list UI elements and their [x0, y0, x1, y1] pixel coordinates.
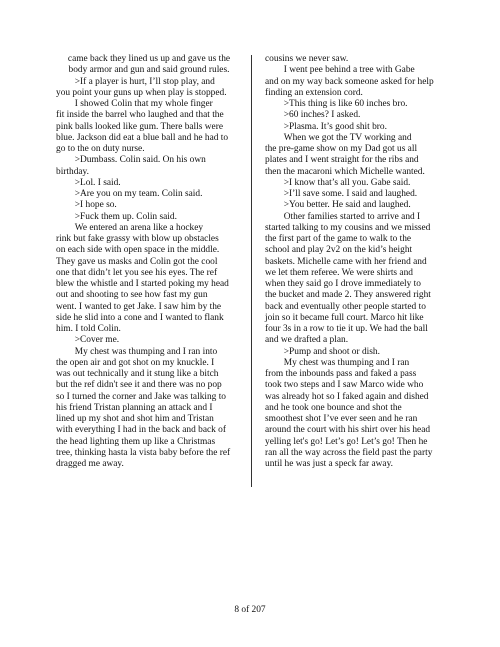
- text-line: ran all the way across the field past the party: [265, 447, 433, 458]
- right-text-column: [265, 54, 447, 470]
- text-line: his friend Tristan planning an attack and I: [56, 402, 213, 413]
- text-line: was already hot so I faked again and dished: [265, 391, 429, 402]
- column-divider: [251, 55, 252, 487]
- text-line: >Dumbass. Colin said. On his own: [56, 155, 206, 166]
- text-line: >This thing is like 60 inches bro.: [265, 99, 408, 109]
- text-line: join so it became full court. Marco hit like: [265, 312, 424, 323]
- text-line: We entered an arena like a hockey: [56, 222, 204, 233]
- text-line: side he slid into a cone and I wanted to flank: [56, 312, 224, 323]
- text-line: pink balls looked like gum. There balls were: [56, 121, 223, 132]
- text-line: the pre-game show on my Dad got us all: [265, 144, 418, 154]
- text-line: out and shooting to see how fast my gun: [56, 290, 208, 301]
- text-line: school and play 2v2 on the kid’s height: [265, 245, 413, 256]
- text-line: >You better. He said and laughed.: [265, 200, 411, 211]
- text-line: back and eventually other people started to: [265, 301, 426, 312]
- text-line: went. I wanted to get Jake. I saw him by the: [56, 301, 222, 312]
- text-line: on each side with open space in the middle.: [56, 245, 220, 256]
- text-line: the head lighting them up like a Christmas: [56, 436, 216, 447]
- text-line: >I hope so.: [56, 200, 117, 211]
- text-line: from the inbounds pass and faked a pass: [265, 369, 417, 379]
- text-line: >I know that’s all you. Gabe said.: [265, 177, 411, 188]
- text-line: the open air and got shot on my knuckle. I: [56, 357, 215, 368]
- text-line: finding an extension cord.: [265, 87, 363, 98]
- text-line: him. I told Colin.: [56, 324, 121, 334]
- text-line: body armor and gun and said ground rules.: [68, 65, 230, 76]
- text-line: until he was just a speck far away.: [265, 459, 393, 469]
- text-line: then the macaroni which Michelle wanted.: [265, 166, 425, 177]
- text-line: you point your guns up when play is stopped.: [56, 87, 227, 98]
- text-line: My chest was thumping and I ran into: [56, 346, 218, 357]
- text-line: >Cover me.: [56, 335, 120, 346]
- text-line: and we drafted a plan.: [265, 335, 349, 346]
- text-line: >If a player is hurt, I’ll stop play, and: [56, 76, 215, 87]
- left-text-column: [56, 54, 242, 470]
- text-line: around the court with his shirt over his head: [265, 425, 431, 436]
- text-line: >Pump and shoot or dish.: [265, 346, 380, 357]
- text-line: I went pee behind a tree with Gabe: [265, 65, 415, 76]
- text-line: one that didn’t let you see his eyes. The ref: [56, 267, 218, 278]
- text-line: lined up my shot and shot him and Tristan: [56, 414, 214, 424]
- page-number: 8 of 207: [234, 605, 266, 615]
- text-line: blew the whistle and I started poking my head: [56, 279, 229, 289]
- text-line: cousins we never saw.: [265, 54, 349, 64]
- text-line: took two steps and I saw Marco wide who: [265, 380, 424, 391]
- text-line: so I turned the corner and Jake was talking to: [56, 391, 226, 402]
- text-line: baskets. Michelle came with her friend and: [265, 256, 427, 267]
- text-line: and on my way back someone asked for help: [265, 76, 434, 87]
- text-line: when they said go I drove immediately to: [265, 279, 421, 289]
- text-line: was out technically and it stung like a bitch: [56, 369, 219, 379]
- text-line: fit inside the barrel who laughed and that the: [56, 110, 224, 121]
- text-line: with everything I had in the back and back of: [56, 425, 226, 436]
- text-line: but the ref didn't see it and there was no pop: [56, 380, 222, 391]
- text-line: >Lol. I said.: [56, 177, 121, 188]
- text-line: I showed Colin that my whole finger: [56, 99, 213, 109]
- text-line: the bucket and made 2. They answered right: [265, 290, 431, 301]
- text-line: My chest was thumping and I ran: [265, 357, 410, 368]
- text-line: started talking to my cousins and we missed: [265, 222, 431, 233]
- text-line: smoothest shot I’ve ever seen and he ran: [265, 414, 418, 424]
- text-line: and he took one bounce and shot the: [265, 402, 402, 413]
- text-line: dragged me away.: [56, 459, 124, 469]
- text-line: came back they lined us up and gave us the: [67, 54, 231, 64]
- text-line: the first part of the game to walk to the: [265, 234, 412, 244]
- text-line: birthday.: [56, 166, 89, 177]
- text-line: yelling let's go! Let’s go! Let’s go! Then he: [265, 436, 428, 447]
- text-line: Other families started to arrive and I: [265, 211, 421, 222]
- text-line: >Are you on my team. Colin said.: [56, 189, 203, 199]
- text-line: When we got the TV working and: [265, 132, 412, 143]
- text-line: rink but fake grassy with blow up obstacles: [56, 234, 219, 244]
- text-line: plates and I went straight for the ribs and: [265, 155, 419, 166]
- text-line: we let them referee. We were shirts and: [265, 267, 413, 278]
- text-line: >60 inches? I asked.: [265, 110, 361, 121]
- text-line: four 3s in a row to tie it up. We had the ball: [265, 324, 428, 334]
- text-line: go to the on duty nurse.: [56, 144, 145, 154]
- text-line: They gave us masks and Colin got the cool: [56, 256, 218, 267]
- text-line: blue. Jackson did eat a blue ball and he had to: [56, 132, 229, 143]
- text-line: >Fuck them up. Colin said.: [56, 211, 177, 222]
- text-line: >Plasma. It’s good shit bro.: [265, 121, 387, 132]
- text-line: >I’ll save some. I said and laughed.: [265, 189, 418, 199]
- text-line: tree, thinking hasta la vista baby before the ref: [56, 447, 231, 458]
